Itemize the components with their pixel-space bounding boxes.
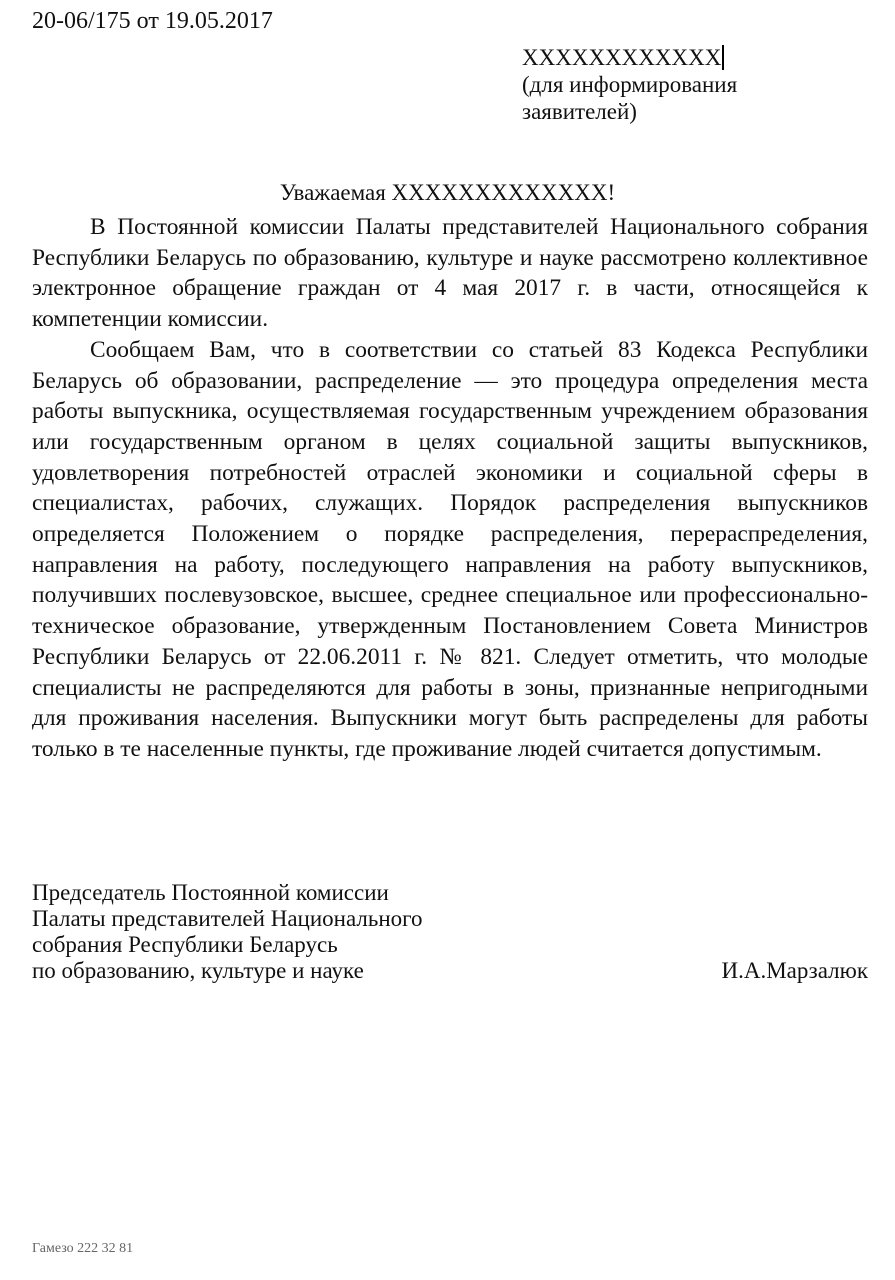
paragraph: В Постоянной комиссии Палаты представителей Национального собрания Республики Беларусь по образованию, культуре и науке рассмотрено коллективное электронное обращение граждан от 4 мая 2017 г. в части, относящейся к компетенции комиссии. bbox=[32, 214, 868, 333]
signer-name: И.А.Марзалюк bbox=[721, 958, 868, 983]
paragraph: Сообщаем Вам, что в соответствии со статьей 83 Кодекса Республики Беларусь об образовании, распределение — это процедура определения места работы выпускника, осуществляемая государственным учреждением образования или государственным органом в целях социальной защиты выпускников, удовлетворения потребностей отраслей экономики и социальной сферы в специалистах, рабочих, служащих. Порядок распределения выпускников определяется Положением о порядке распределения, перераспределения, направления на работу, последующего направления на работу выпускников, получивших послевузовское, высшее, среднее специальное или профессионально-техническое образование, утвержденным Постановлением Совета Министров Республики Беларусь от 22.06.2011 г. № 821. Следует отметить, что молодые специалисты не распределяются для работы в зоны, признанные непригодными для проживания населения. Выпускники могут быть распределены для работы только в те населенные пункты, где проживание людей считается допустимым. bbox=[32, 336, 868, 762]
greeting: Уважаемая XXXXXXXXXXXXX! bbox=[279, 180, 616, 205]
signer-title-line: Председатель Постоянной комиссии bbox=[32, 880, 389, 905]
executor-contact: Гамезо 222 32 81 bbox=[32, 1241, 134, 1256]
signer-title-line: Палаты представителей Национального bbox=[32, 906, 423, 931]
registration-number: 20-06/175 от 19.05.2017 bbox=[32, 8, 273, 34]
signature-block bbox=[32, 880, 868, 984]
addressee-note: заявителей) bbox=[522, 99, 637, 124]
signer-title-line: по образованию, культуре и науке bbox=[32, 958, 364, 983]
addressee-block bbox=[522, 44, 737, 125]
letter-body bbox=[32, 212, 868, 765]
signer-title-line: собрания Республики Беларусь bbox=[32, 932, 338, 957]
addressee-name: XXXXXXXXXXXX bbox=[522, 45, 724, 70]
addressee-note: (для информирования bbox=[522, 72, 738, 97]
